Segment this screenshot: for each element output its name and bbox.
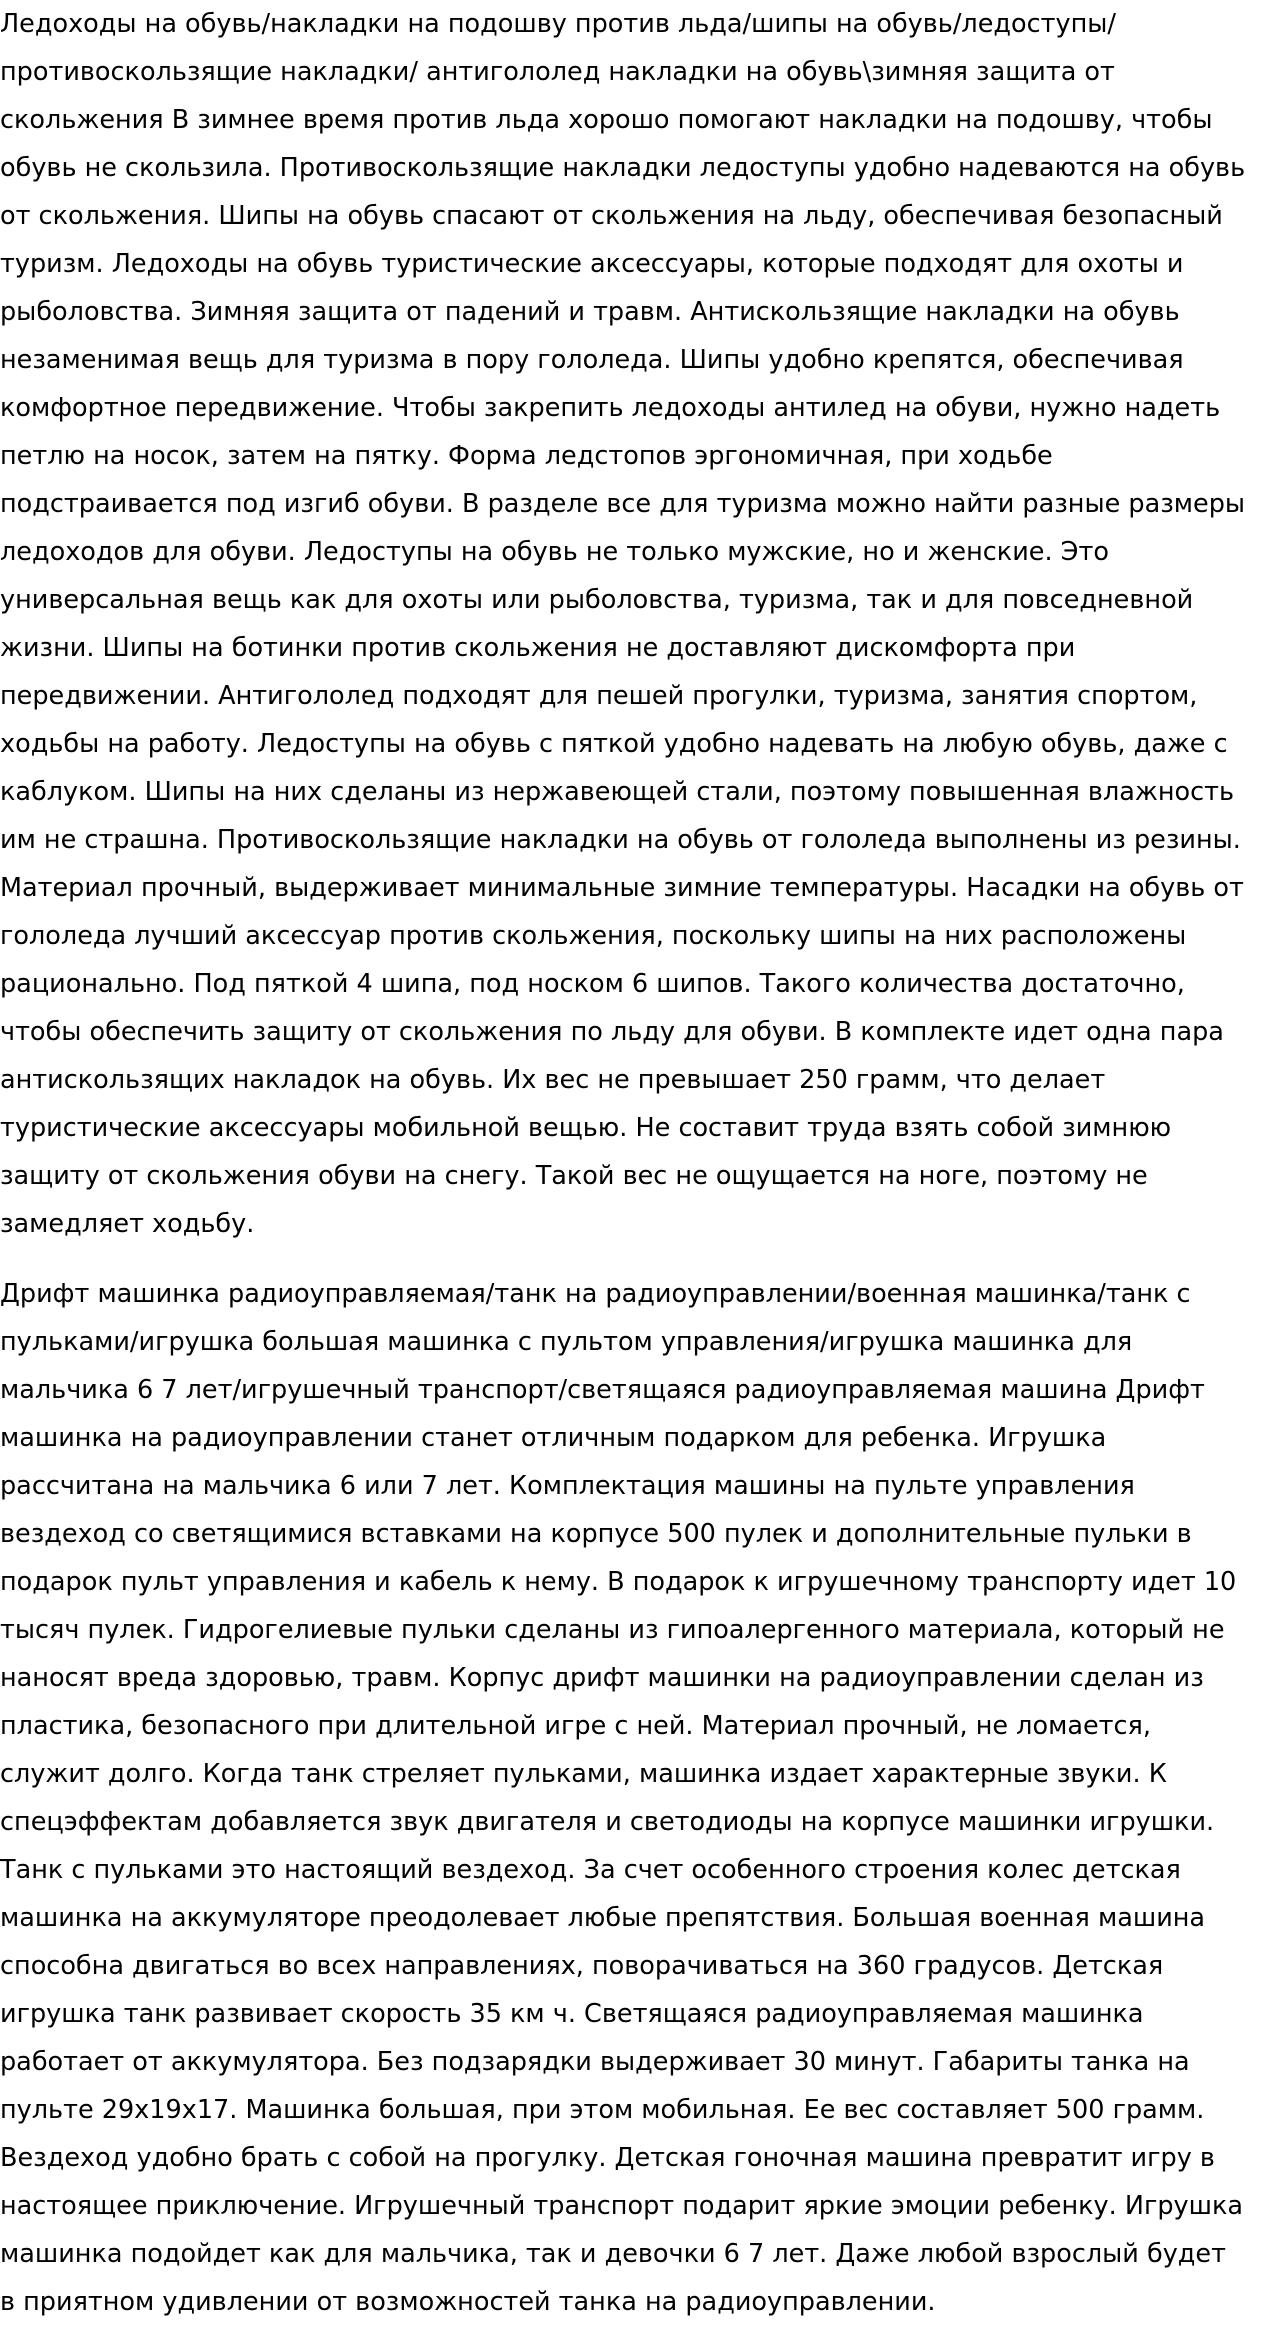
paragraph-rc-tank: Дрифт машинка радиоуправляемая/танк на радиоуправлении/военная машинка/танк с пульками/игрушка большая машинка с пультом управления/игрушка машинка для мальчика 6 7 лет/игрушечный транспорт/светящаяся радиоуправляемая машина Дрифт машинка на радиоуправлении станет отличным подарком для ребенка. Игрушка рассчитана на мальчика 6 или 7 лет. Комплектация машины на пульте управления вездеход со светящимися вставками на корпусе 500 пулек и дополнительные пульки в подарок пульт управления и кабель к нему. В подарок к игрушечному транспорту идет 10 тысяч пулек. Гидрогелиевые пульки сделаны из гипоалергенного материала, который не наносят вреда здоровью, травм. Корпус дрифт машинки на радиоуправлении сделан из пластика, безопасного при длительной игре с ней. Материал прочный, не ломается, служит долго. Когда танк стреляет пульками, машинка издает характерные звуки. К спецэффектам добавляется звук двигателя и светодиоды на корпусе машинки игрушки. Танк с пульками это настоящий вездеход. За счет особенного строения колес детская машинка на аккумуляторе преодолевает любые препятствия. Большая военная машина способна двигаться во всех направлениях, поворачиваться на 360 градусов. Детская игрушка танк развивает скорость 35 км ч. Светящаяся радиоуправляемая машинка работает от аккумулятора. Без подзарядки выдерживает 30 минут. Габариты танка на пульте 29х19х17. Машинка большая, при этом мобильная. Ее вес составляет 500 грамм. Вездеход удобно брать с собой на прогулку. Детская гоночная машина превратит игру в настоящее приключение. Игрушечный транспорт подарит яркие эмоции ребенку. Игрушка машинка подойдет как для мальчика, так и девочки 6 7 лет. Даже любой взрослый будет в приятном удивлении от возможностей танка на радиоуправлении. bbox=[0, 1279, 1243, 2317]
paragraph-ice-cleats: Ледоходы на обувь/накладки на подошву против льда/шипы на обувь/ледоступы/ противоскользящие накладки/ антигололед накладки на обувь\зимняя защита от скольжения В зимнее время против льда хорошо помогают накладки на подошву, чтобы обувь не скользила. Противоскользящие накладки ледоступы удобно надеваются на обувь от скольжения. Шипы на обувь спасают от скольжения на льду, обеспечивая безопасный туризм. Ледоходы на обувь туристические аксессуары, которые подходят для охоты и рыболовства. Зимняя защита от падений и травм. Антискользящие накладки на обувь незаменимая вещь для туризма в пору гололеда. Шипы удобно крепятся, обеспечивая комфортное передвижение. Чтобы закрепить ледоходы антилед на обуви, нужно надеть петлю на носок, затем на пятку. Форма ледстопов эргономичная, при ходьбе подстраивается под изгиб обуви. В разделе все для туризма можно найти разные размеры ледоходов для обуви. Ледоступы на обувь не только мужские, но и женские. Это универсальная вещь как для охоты или рыболовства, туризма, так и для повседневной жизни. Шипы на ботинки против скольжения не доставляют дискомфорта при передвижении. Антигололед подходят для пешей прогулки, туризма, занятия спортом, ходьбы на работу. Ледоступы на обувь с пяткой удобно надевать на любую обувь, даже с каблуком. Шипы на них сделаны из нержавеющей стали, поэтому повышенная влажность им не страшна. Противоскользящие накладки на обувь от гололеда выполнены из резины. Материал прочный, выдерживает минимальные зимние температуры. Насадки на обувь от гололеда лучший аксессуар против скольжения, поскольку шипы на них расположены рационально. Под пяткой 4 шипа, под носком 6 шипов. Такого количества достаточно, чтобы обеспечить защиту от скольжения по льду для обуви. В комплекте идет одна пара антискользящих накладок на обувь. Их вес не превышает 250 грамм, что делает туристические аксессуары мобильной вещью. Не составит труда взять собой зимнюю защиту от скольжения обуви на снегу. Такой вес не ощущается на ноге, поэтому не замедляет ходьбу. bbox=[0, 9, 1246, 1239]
